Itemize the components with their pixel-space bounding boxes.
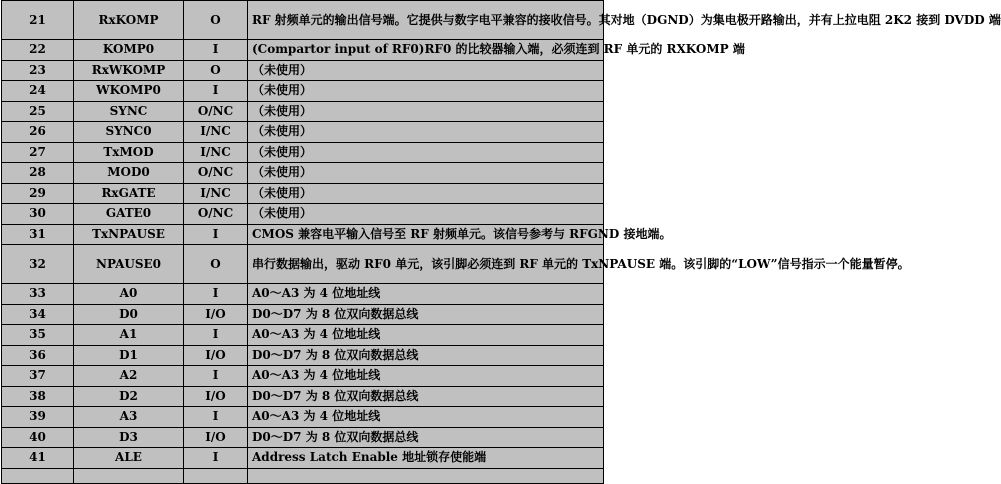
pin-io-cell: I <box>184 81 248 102</box>
pin-name-cell: A1 <box>74 325 184 346</box>
pin-name-cell: ALE <box>74 448 184 469</box>
pin-name-cell: KOMP0 <box>74 40 184 61</box>
pin-description-cell: A0～A3 为 4 位地址线 <box>248 325 604 346</box>
pin-io-cell: O/NC <box>184 163 248 184</box>
pin-name-cell: RxGATE <box>74 183 184 204</box>
pin-number-cell: 28 <box>2 163 74 184</box>
table-row <box>2 40 604 61</box>
pin-io-cell: O <box>184 60 248 81</box>
pin-description-cell: D0～D7 为 8 位双向数据总线 <box>248 386 604 407</box>
pin-number-cell: 32 <box>2 245 74 284</box>
pin-io-cell: O <box>184 245 248 284</box>
pin-io-cell: I/O <box>184 304 248 325</box>
pin-name-cell: D1 <box>74 345 184 366</box>
pin-name-cell: SYNC <box>74 101 184 122</box>
pin-description-cell: （未使用） <box>248 204 604 225</box>
pin-name-cell: MOD0 <box>74 163 184 184</box>
pin-name-cell: RxWKOMP <box>74 60 184 81</box>
pin-io-cell: I <box>184 325 248 346</box>
pin-io-cell: I <box>184 224 248 245</box>
table-row <box>2 60 604 81</box>
table-row <box>2 407 604 428</box>
pin-number-cell: 29 <box>2 183 74 204</box>
pin-name-cell: A3 <box>74 407 184 428</box>
pin-number-cell: 22 <box>2 40 74 61</box>
pin-io-cell: I <box>184 40 248 61</box>
table-row <box>2 468 604 483</box>
pin-io-cell: O/NC <box>184 101 248 122</box>
pin-description-cell: （未使用） <box>248 142 604 163</box>
pin-description-table <box>1 0 1001 484</box>
pin-number-cell: 33 <box>2 284 74 305</box>
pin-io-cell: I/O <box>184 345 248 366</box>
pin-number-cell: 36 <box>2 345 74 366</box>
table-row <box>2 427 604 448</box>
pin-description-cell: D0～D7 为 8 位双向数据总线 <box>248 427 604 448</box>
pin-name-cell: WKOMP0 <box>74 81 184 102</box>
pin-number-cell: 38 <box>2 386 74 407</box>
pin-io-cell: I <box>184 284 248 305</box>
pin-io-cell: I <box>184 366 248 387</box>
table-row <box>2 183 604 204</box>
pin-number-cell: 23 <box>2 60 74 81</box>
pin-number-cell: 31 <box>2 224 74 245</box>
pin-description-cell: 串行数据输出，驱动 RF0 单元，该引脚必须连到 RF 单元的 TxNPAUSE 端。该引脚的“LOW”信号指示一个能量暂停。 <box>248 245 604 284</box>
pin-io-cell: O/NC <box>184 204 248 225</box>
table-row <box>2 345 604 366</box>
pin-io-cell: I <box>184 407 248 428</box>
pin-description-cell <box>248 468 604 483</box>
pin-io-cell: I/O <box>184 386 248 407</box>
pin-io-cell: I/NC <box>184 183 248 204</box>
table-row <box>2 304 604 325</box>
pin-description-cell: A0～A3 为 4 位地址线 <box>248 407 604 428</box>
pin-number-cell: 21 <box>2 1 74 40</box>
pin-number-cell: 40 <box>2 427 74 448</box>
pin-description-cell: D0～D7 为 8 位双向数据总线 <box>248 304 604 325</box>
pin-number-cell: 27 <box>2 142 74 163</box>
table-row <box>2 101 604 122</box>
table-row <box>2 284 604 305</box>
pin-io-cell: I/NC <box>184 122 248 143</box>
pin-description-cell: （未使用） <box>248 81 604 102</box>
pin-number-cell: 41 <box>2 448 74 469</box>
pin-name-cell: GATE0 <box>74 204 184 225</box>
pin-name-cell: NPAUSE0 <box>74 245 184 284</box>
pin-description-cell: （未使用） <box>248 122 604 143</box>
table-row <box>2 448 604 469</box>
pin-io-cell: I/NC <box>184 142 248 163</box>
pin-description-cell: A0～A3 为 4 位地址线 <box>248 366 604 387</box>
table-row <box>2 81 604 102</box>
pin-number-cell: 39 <box>2 407 74 428</box>
pin-description-cell: RF 射频单元的输出信号端。它提供与数字电平兼容的接收信号。其对地（DGND）为集电极开路输出，并有上拉电阻 2K2 接到 DVDD 端 <box>248 1 604 40</box>
pin-description-cell: （未使用） <box>248 163 604 184</box>
table-row <box>2 122 604 143</box>
pin-description-cell: （未使用） <box>248 60 604 81</box>
pin-number-cell: 35 <box>2 325 74 346</box>
pin-name-cell: RxKOMP <box>74 1 184 40</box>
pin-number-cell: 26 <box>2 122 74 143</box>
pin-io-cell: I/O <box>184 427 248 448</box>
table-row <box>2 325 604 346</box>
pin-name-cell: A0 <box>74 284 184 305</box>
pin-name-cell: D0 <box>74 304 184 325</box>
pin-description-cell: Address Latch Enable 地址锁存使能端 <box>248 448 604 469</box>
pin-number-cell: 30 <box>2 204 74 225</box>
pin-name-cell <box>74 468 184 483</box>
pin-description-cell: CMOS 兼容电平输入信号至 RF 射频单元。该信号参考与 RFGND 接地端。 <box>248 224 604 245</box>
pin-description-cell: （未使用） <box>248 101 604 122</box>
table-row <box>2 163 604 184</box>
pin-name-cell: SYNC0 <box>74 122 184 143</box>
pin-number-cell: 24 <box>2 81 74 102</box>
pin-description-cell: （未使用） <box>248 183 604 204</box>
pin-description-cell: D0～D7 为 8 位双向数据总线 <box>248 345 604 366</box>
table-row <box>2 224 604 245</box>
pin-name-cell: TxMOD <box>74 142 184 163</box>
pin-name-cell: D3 <box>74 427 184 448</box>
pin-number-cell: 34 <box>2 304 74 325</box>
table-row <box>2 386 604 407</box>
table-row <box>2 245 604 284</box>
pin-io-cell: I <box>184 448 248 469</box>
pin-name-cell: TxNPAUSE <box>74 224 184 245</box>
table-row <box>2 204 604 225</box>
pin-number-cell <box>2 468 74 483</box>
pin-number-cell: 25 <box>2 101 74 122</box>
pin-table-body <box>2 1 1001 484</box>
pin-number-cell: 37 <box>2 366 74 387</box>
pin-io-cell <box>184 468 248 483</box>
pin-name-cell: D2 <box>74 386 184 407</box>
pin-description-cell: (Compartor input of RF0)RF0 的比较器输入端，必须连到 RF 单元的 RXKOMP 端 <box>248 40 604 61</box>
pin-io-cell: O <box>184 1 248 40</box>
pin-description-cell: A0～A3 为 4 位地址线 <box>248 284 604 305</box>
table-row <box>2 142 604 163</box>
pin-name-cell: A2 <box>74 366 184 387</box>
table-row <box>2 1 604 40</box>
table-row <box>2 366 604 387</box>
